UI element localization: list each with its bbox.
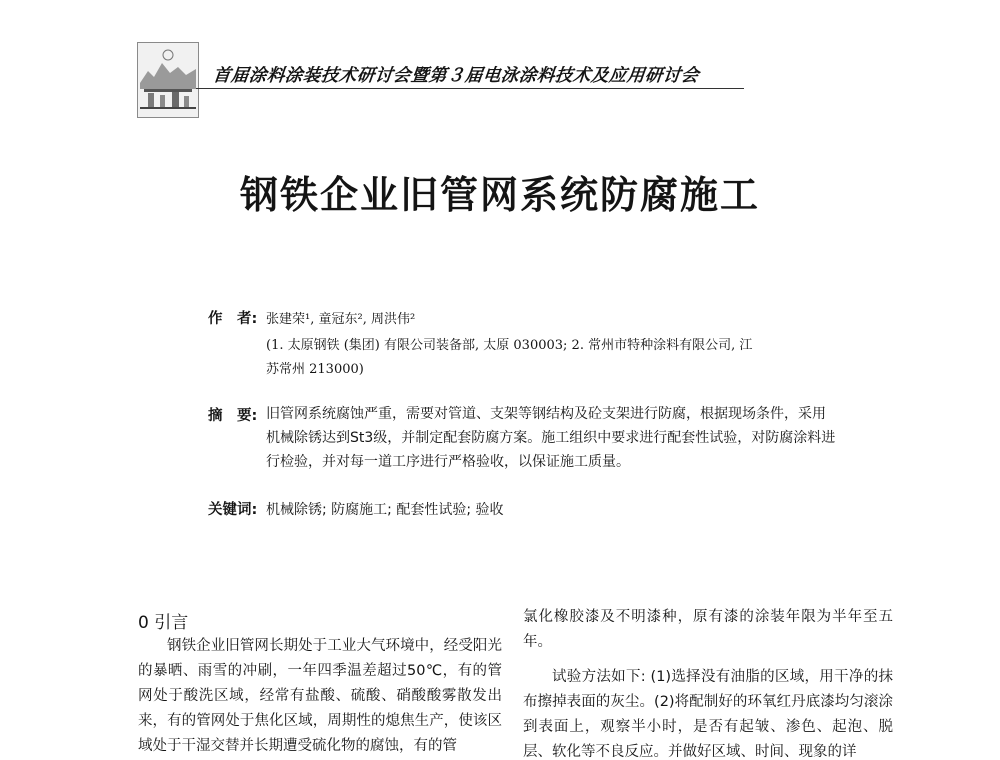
keywords-label: 关键词:: [208, 502, 258, 518]
header-divider: [196, 88, 744, 89]
keywords-text: 机械除锈; 防腐施工; 配套性试验; 验收: [266, 502, 504, 518]
conference-emblem-icon: [138, 43, 198, 117]
paper-title: 钢铁企业旧管网系统防腐施工: [239, 173, 760, 217]
right-paragraph-continuation: 氯化橡胶漆及不明漆种，原有漆的涂装年限为半年至五年。: [523, 609, 893, 650]
body-right-column: [523, 605, 893, 760]
conference-logo: [137, 42, 199, 118]
abstract-label: 摘 要:: [208, 408, 258, 424]
author-affiliation-line-1: (1. 太原钢铁 (集团) 有限公司装备部, 太原 030003; 2. 常州市特种涂料有限公司, 江: [266, 338, 753, 353]
body-left-column: 钢铁企业旧管网长期处于工业大气环境中，经受阳光的暴晒、雨雪的冲刷，一年四季温差超过50℃，有的管网处于酸洗区域，经常有盐酸、硫酸、硝酸酸雾散发出来，有的管网处于焦化区域，周期性的熄焦生产，使该区域处于干湿交替并长期遭受硫化物的腐蚀，有的管: [138, 638, 502, 754]
right-paragraph-test-method: 试验方法如下: (1)选择没有油脂的区域，用干净的抹布擦掉表面的灰尘。(2)将配制好的环氧红丹底漆均匀滚涂到表面上，观察半小时，是否有起皱、渗色、起泡、脱层、软化等不良反应。并做好区域、时间、现象的详: [523, 669, 893, 760]
section-heading-introduction: 0 引言: [138, 613, 189, 633]
author-affiliation-line-2: 苏常州 213000): [266, 362, 364, 377]
abstract-text: 旧管网系统腐蚀严重，需要对管道、支架等钢结构及砼支架进行防腐，根据现场条件，采用机械除锈达到St3级，并制定配套防腐方案。施工组织中要求进行配套性试验，对防腐涂料进行检验，并对每一道工序进行严格验收，以保证施工质量。: [266, 406, 836, 470]
conference-title: 首届涂料涂装技术研讨会暨第３届电泳涂料技术及应用研讨会: [211, 66, 700, 86]
authors-label: 作 者:: [208, 311, 258, 327]
author-names: 张建荣¹, 童冠东², 周洪伟²: [266, 312, 416, 327]
